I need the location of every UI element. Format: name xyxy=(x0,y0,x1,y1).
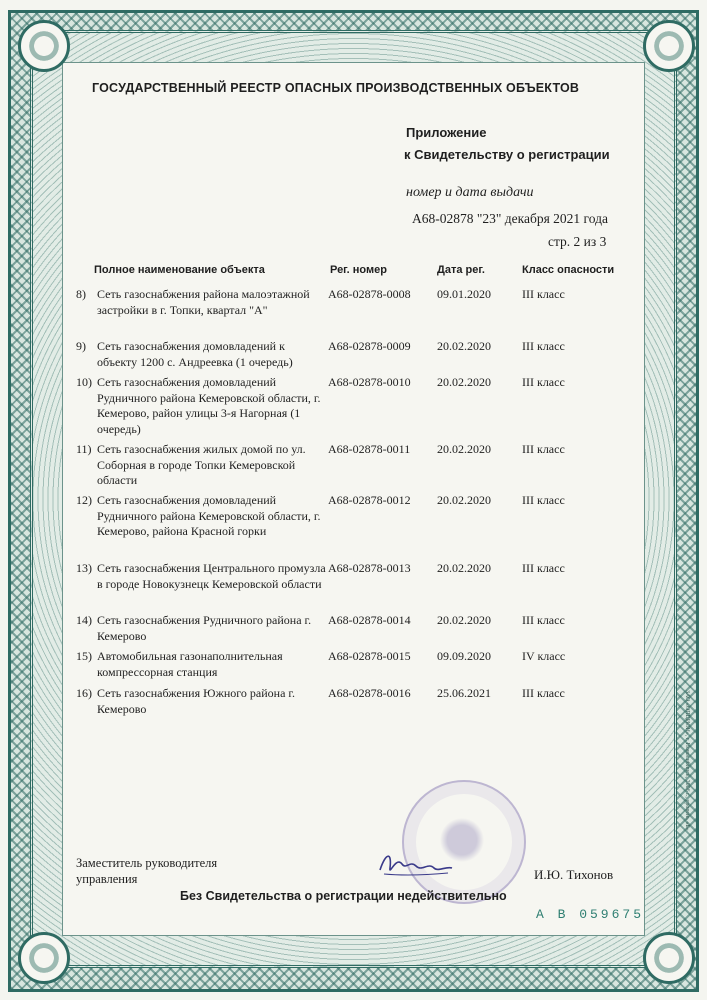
object-name: Сеть газоснабжения домовладений Рудничного района Кемеровской области, г. Кемерово, района Красной горки xyxy=(97,493,321,538)
reg-date: 09.01.2020 xyxy=(437,287,491,301)
object-name: Сеть газоснабжения жилых домой по ул. Соборная в городе Топки Кемеровской области xyxy=(97,442,306,487)
row-index: 15) xyxy=(76,649,92,663)
column-header-date: Дата рег. xyxy=(437,264,485,276)
reg-date: 20.02.2020 xyxy=(437,375,491,389)
reg-number: А68-02878-0015 xyxy=(328,649,411,663)
form-serial-number: А В 059675 xyxy=(536,907,645,922)
row-index: 11) xyxy=(76,442,92,456)
hazard-class: III класс xyxy=(522,442,565,456)
row-index: 8) xyxy=(76,287,86,301)
signer-position-line2: управления xyxy=(76,872,138,886)
corner-ornament-icon xyxy=(643,932,695,984)
appendix-heading: Приложение xyxy=(406,125,487,140)
signer-position xyxy=(76,855,217,887)
reg-number: А68-02878-0008 xyxy=(328,287,411,301)
hazard-class: III класс xyxy=(522,561,565,575)
object-name: Автомобильная газонаполнительная компрессорная станция xyxy=(97,649,283,679)
document-title: ГОСУДАРСТВЕННЫЙ РЕЕСТР ОПАСНЫХ ПРОИЗВОДСТВЕННЫХ ОБЪЕКТОВ xyxy=(92,81,580,95)
reg-number: А68-02878-0013 xyxy=(328,561,411,575)
hazard-class: III класс xyxy=(522,686,565,700)
hazard-class: III класс xyxy=(522,493,565,507)
reg-date: 20.02.2020 xyxy=(437,561,491,575)
validity-note: Без Свидетельства о регистрации недействительно xyxy=(180,889,507,903)
reg-number: А68-02878-0016 xyxy=(328,686,411,700)
row-index: 13) xyxy=(76,561,92,575)
row-index: 9) xyxy=(76,339,86,353)
corner-ornament-icon xyxy=(18,932,70,984)
hazard-class: IV класс xyxy=(522,649,566,663)
column-header-name: Полное наименование объекта xyxy=(94,264,265,276)
object-name: Сеть газоснабжения района малоэтажной застройки в г. Топки, квартал "А" xyxy=(97,287,310,317)
row-index: 14) xyxy=(76,613,92,627)
object-name: Сеть газоснабжения Южного района г. Кемерово xyxy=(97,686,295,716)
hazard-class: III класс xyxy=(522,613,565,627)
number-date-label: номер и дата выдачи xyxy=(406,185,534,200)
signer-position-line1: Заместитель руководителя xyxy=(76,856,218,870)
signer-name: И.Ю. Тихонов xyxy=(534,867,614,882)
hazard-class: III класс xyxy=(522,339,565,353)
object-name: Сеть газоснабжения домовладений к объекту 1200 с. Андреевка (1 очередь) xyxy=(97,339,293,369)
reg-date: 20.02.2020 xyxy=(437,493,491,507)
reg-number: А68-02878-0009 xyxy=(328,339,411,353)
reg-date: 20.02.2020 xyxy=(437,442,491,456)
reg-date: 09.09.2020 xyxy=(437,649,491,663)
page-number: стр. 2 из 3 xyxy=(548,234,607,249)
handwritten-signature-icon xyxy=(376,846,456,882)
reg-number: А68-02878-0010 xyxy=(328,375,411,389)
hazard-class: III класс xyxy=(522,287,565,301)
number-date-value: А68-02878 "23" декабря 2021 года xyxy=(412,211,608,226)
row-index: 10) xyxy=(76,375,92,389)
reg-date: 20.02.2020 xyxy=(437,613,491,627)
corner-ornament-icon xyxy=(18,20,70,72)
printer-mark: ЗАО «ОПЦИОН», г. Новосибирск, 2006 г., уровень «Б» xyxy=(684,690,690,831)
corner-ornament-icon xyxy=(643,20,695,72)
object-name: Сеть газоснабжения Рудничного района г. Кемерово xyxy=(97,613,312,643)
hazard-class: III класс xyxy=(522,375,565,389)
row-index: 16) xyxy=(76,686,92,700)
object-name: Сеть газоснабжения Центрального промузла в городе Новокузнецк Кемеровской области xyxy=(97,561,326,591)
column-header-reg: Рег. номер xyxy=(330,264,387,276)
reg-number: А68-02878-0014 xyxy=(328,613,411,627)
reg-number: А68-02878-0011 xyxy=(328,442,411,456)
reg-number: А68-02878-0012 xyxy=(328,493,411,507)
object-name: Сеть газоснабжения домовладений Рудничного района Кемеровской области, г. Кемерово, район улицы 3-я Нагорная (1 очередь) xyxy=(97,375,321,436)
reg-date: 20.02.2020 xyxy=(437,339,491,353)
column-header-class: Класс опасности xyxy=(522,264,615,276)
reg-date: 25.06.2021 xyxy=(437,686,491,700)
row-index: 12) xyxy=(76,493,92,507)
appendix-subheading: к Свидетельству о регистрации xyxy=(404,147,610,162)
